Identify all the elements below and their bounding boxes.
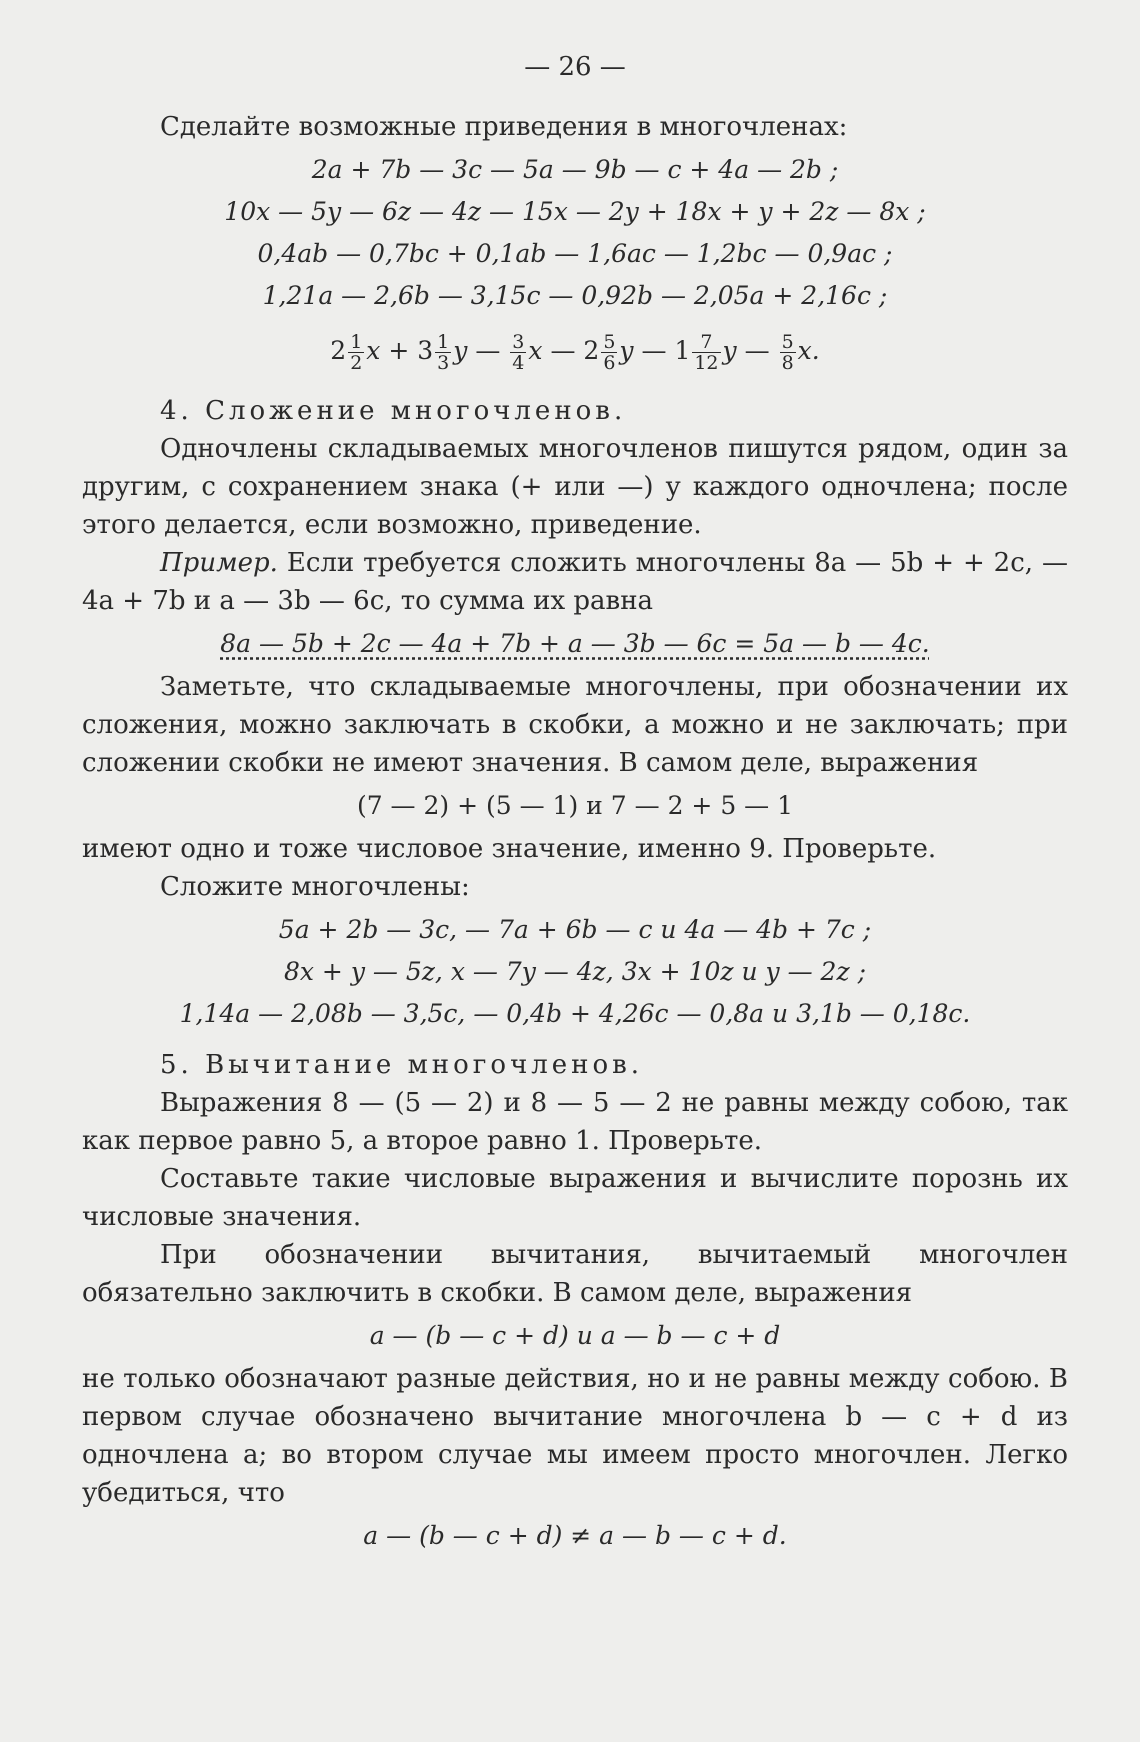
paragraph: Выражения 8 — (5 — 2) и 8 — 5 — 2 не равны между собою, так как первое равно 5, а второе равно 1. Проверьте. (82, 1088, 1068, 1156)
example-paragraph (82, 544, 1068, 620)
exercise-line: 0,4ab — 0,7bc + 0,1ab — 1,6ac — 1,2bc — 0,9ac ; (257, 239, 893, 268)
paren-formula: (7 — 2) + (5 — 1) и 7 — 2 + 5 — 1 (356, 791, 794, 820)
mixed-whole: 2 (330, 336, 347, 365)
example-label: Пример. (160, 548, 278, 578)
fraction-numerator: 5 (603, 331, 616, 353)
fraction-numerator: 1 (437, 331, 450, 353)
paragraph: При обозначении вычитания, вычитаемый многочлен обязательно заключить в скобки. В самом деле, выражения (82, 1240, 1068, 1308)
paragraph: имеют одно и тоже числовое значение, именно 9. Проверьте. (82, 834, 937, 864)
fraction (348, 332, 364, 373)
operator: — (641, 336, 667, 365)
example-text: Если требуется сложить многочлены 8a — 5b + + 2c, — 4a + 7b и a — 3b — 6c, то сумма их равна (82, 548, 1068, 616)
paragraph: Заметьте, что складываемые многочлены, при обозначении их сложения, можно заключать в скобки, а можно и не заключать; при сложении скобки не имеют значения. В самом деле, выражения (82, 672, 1068, 778)
variable: y (619, 336, 634, 365)
fraction-numerator: 5 (781, 331, 794, 353)
operator: + (388, 336, 410, 365)
task-line: 1,14a — 2,08b — 3,5c, — 0,4b + 4,26c — 0,8a и 3,1b — 0,18c. (179, 999, 971, 1028)
formula: a — (b — c + d) и a — b — c + d (369, 1321, 781, 1350)
section-heading: 4. Сложение многочленов. (160, 396, 627, 426)
exercise-intro: Сделайте возможные приведения в многочленах: (160, 112, 848, 142)
mixed-whole: 1 (674, 336, 691, 365)
exercise-line: 10x — 5y — 6z — 4z — 15x — 2y + 18x + y + 2z — 8x ; (224, 197, 926, 226)
fraction-denominator: 6 (603, 352, 616, 374)
fraction (601, 332, 617, 373)
variable: y (722, 336, 737, 365)
fraction (510, 332, 526, 373)
fraction-denominator: 4 (512, 352, 525, 374)
fraction (780, 332, 796, 373)
fraction-expression (82, 324, 1068, 378)
variable: x. (797, 336, 820, 365)
fraction-numerator: 3 (512, 331, 525, 353)
paragraph: Одночлены складываемых многочленов пишутся рядом, один за другим, с сохранением знака (+ или —) у каждого одночлена; после этого делается, если возможно, приведение. (82, 434, 1068, 540)
task-label: Сложите многочлены: (160, 872, 470, 902)
inequality-formula: a — (b — c + d) ≠ a — b — c + d. (363, 1521, 787, 1550)
paragraph: Составьте такие числовые выражения и вычислите порознь их числовые значения. (82, 1164, 1068, 1232)
operator: — (475, 336, 501, 365)
fraction-denominator: 8 (781, 352, 794, 374)
operator: — (744, 336, 770, 365)
fraction-denominator: 2 (350, 352, 363, 374)
mixed-whole: 2 (583, 336, 600, 365)
exercise-line: 1,21a — 2,6b — 3,15c — 0,92b — 2,05a + 2,16c ; (262, 281, 888, 310)
section-heading: 5. Вычитание многочленов. (160, 1050, 644, 1080)
task-line: 5a + 2b — 3c, — 7a + 6b — c и 4a — 4b + 7c ; (278, 915, 872, 944)
sum-formula (82, 626, 1068, 662)
operator: — (550, 336, 576, 365)
fraction-denominator: 12 (694, 352, 719, 374)
sum-formula-text: 8a — 5b + 2c — 4a + 7b + a — 3b — 6c = 5a — b — 4c. (220, 629, 930, 658)
mixed-whole: 3 (417, 336, 434, 365)
fraction-numerator: 7 (692, 332, 720, 353)
page-number: — 26 — (524, 52, 626, 82)
exercise-line: 2a + 7b — 3c — 5a — 9b — c + 4a — 2b ; (311, 155, 839, 184)
variable: y (453, 336, 468, 365)
fraction (692, 332, 720, 373)
paragraph: не только обозначают разные действия, но и не равны между собою. В первом случае обозначено вычитание многочлена b — c + d из одночлена a; во втором случае мы имеем просто многочлен. Легко убедиться, что (82, 1364, 1068, 1508)
fraction (435, 332, 451, 373)
fraction-denominator: 3 (437, 352, 450, 374)
task-line: 8x + y — 5z, x — 7y — 4z, 3x + 10z и y — 2z ; (283, 957, 866, 986)
fraction-numerator: 1 (350, 331, 363, 353)
variable: x (366, 336, 381, 365)
variable: x (528, 336, 543, 365)
